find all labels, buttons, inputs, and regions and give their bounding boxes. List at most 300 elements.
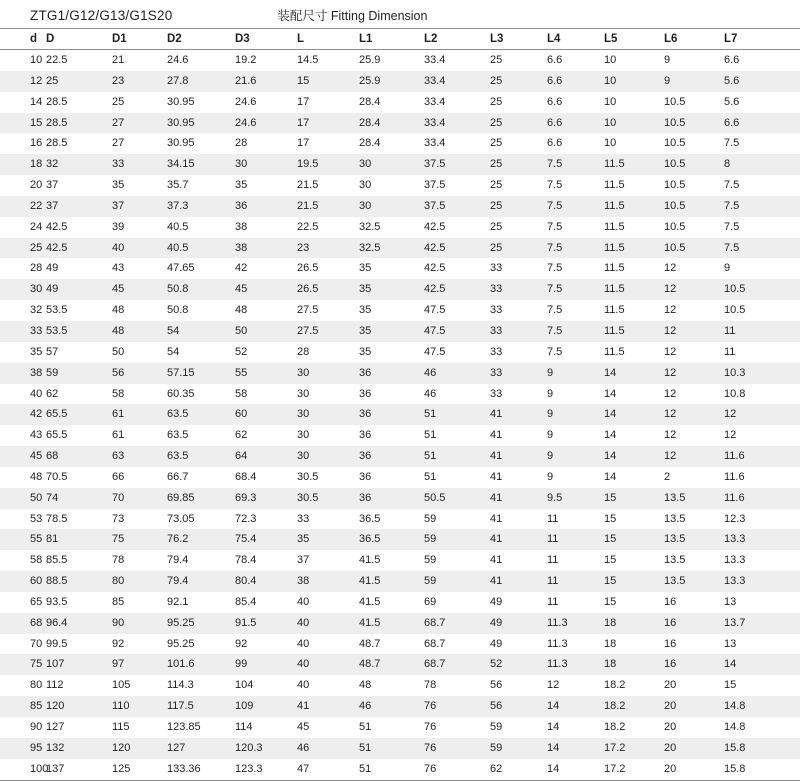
table-cell: 25.9	[359, 74, 381, 87]
table-cell: 22	[30, 199, 43, 212]
table-cell: 38	[30, 366, 43, 379]
table-cell: 7.5	[724, 220, 740, 233]
table-cell: 101.6	[167, 658, 195, 671]
table-cell: 9	[547, 366, 554, 379]
table-cell: 40.5	[167, 220, 189, 233]
table-cell: 28.5	[46, 116, 68, 129]
table-cell: 137	[38, 759, 106, 780]
table-cell: 41	[490, 554, 503, 567]
table-cell: 41	[490, 512, 503, 525]
table-cell: 7.5	[724, 137, 740, 150]
table-cell: 25	[490, 54, 503, 66]
table-cell: 92	[235, 637, 248, 650]
table-cell: 33	[490, 366, 503, 379]
table-cell: 12	[664, 262, 677, 275]
table-cell: 10	[30, 54, 43, 66]
table-cell: 50	[112, 345, 125, 358]
column-header: L5	[598, 29, 658, 50]
table-row	[0, 363, 800, 384]
table-cell: 13	[724, 595, 737, 608]
table-cell: 48.7	[359, 637, 381, 650]
table-cell: 120.3	[235, 741, 263, 754]
table-cell: 9	[547, 429, 554, 442]
table-cell: 10.8	[724, 387, 746, 400]
table-cell: 27.5	[297, 304, 319, 317]
table-cell: 37	[46, 199, 59, 212]
table-cell: 99.5	[46, 637, 68, 650]
table-cell: 12	[664, 408, 677, 421]
table-cell: 12	[664, 345, 677, 358]
table-cell: 40	[112, 241, 125, 254]
table-cell: 93.5	[46, 595, 68, 608]
table-cell: 41	[490, 429, 503, 442]
table-cell: 59	[424, 533, 437, 546]
table-cell: 11.6	[724, 470, 745, 483]
table-cell: 60	[30, 575, 43, 588]
table-cell: 30.5	[297, 470, 319, 483]
table-cell: 6.6	[724, 54, 740, 66]
table-cell: 30	[297, 366, 310, 379]
table-cell: 36.5	[359, 512, 381, 525]
table-cell: 11.5	[604, 262, 625, 275]
table-cell: 76	[424, 721, 437, 733]
fitting-dimension-table	[0, 28, 800, 781]
table-cell: 17	[297, 116, 310, 129]
table-cell: 25	[490, 74, 503, 87]
table-body	[0, 50, 800, 781]
table-cell: 13.5	[664, 491, 686, 504]
table-cell: 36	[359, 429, 372, 442]
table-cell: 25	[490, 158, 503, 171]
table-cell: 69.85	[167, 491, 195, 504]
table-cell: 15	[724, 679, 737, 692]
table-cell: 78.5	[46, 512, 68, 525]
table-cell: 40	[297, 616, 310, 629]
table-cell: 35	[359, 283, 372, 296]
table-cell: 35	[112, 179, 125, 192]
table-cell: 35	[30, 345, 43, 358]
table-cell: 12	[664, 304, 677, 317]
table-cell: 42.5	[424, 220, 446, 233]
table-cell: 45	[112, 283, 125, 296]
table-cell: 114.3	[167, 679, 194, 692]
table-cell: 48	[112, 324, 125, 337]
table-cell: 35.7	[167, 179, 189, 192]
table-cell: 25.9	[359, 54, 381, 66]
table-cell: 62	[235, 429, 248, 442]
table-cell: 15	[30, 116, 43, 129]
table-cell: 28	[235, 137, 248, 150]
table-cell: 47.5	[424, 324, 446, 337]
table-cell: 11.3	[547, 658, 568, 671]
table-row	[0, 634, 800, 655]
table-cell: 96.4	[46, 616, 68, 629]
table-row	[0, 196, 800, 217]
table-cell: 33.4	[424, 137, 446, 150]
table-cell: 7.5	[547, 262, 563, 275]
table-cell: 23	[112, 74, 125, 87]
table-cell: 5.6	[724, 95, 740, 108]
table-cell: 41	[490, 470, 503, 483]
table-cell: 11.5	[604, 179, 625, 192]
table-cell: 80.4	[235, 575, 257, 588]
table-cell: 48	[359, 679, 372, 692]
table-cell: 63.5	[167, 408, 189, 421]
table-cell: 7.5	[547, 179, 563, 192]
table-cell: 10.5	[664, 158, 686, 171]
table-row	[0, 154, 800, 175]
table-cell: 55	[30, 533, 43, 546]
table-cell: 56	[490, 679, 503, 692]
table-cell: 20	[664, 721, 677, 733]
table-cell: 14	[547, 700, 560, 713]
table-cell: 36	[235, 199, 248, 212]
column-header: L6	[658, 29, 718, 50]
table-cell: 127	[46, 721, 65, 733]
table-cell: 14	[541, 759, 598, 780]
table-row	[0, 613, 800, 634]
table-row	[0, 133, 800, 154]
table-cell: 24	[30, 220, 43, 233]
table-cell: 60	[235, 408, 248, 421]
table-cell: 57.15	[167, 366, 195, 379]
table-cell: 69.3	[235, 491, 257, 504]
table-cell: 65	[30, 595, 43, 608]
table-cell: 9	[547, 470, 554, 483]
table-cell: 41	[490, 450, 503, 463]
table-cell: 9.5	[547, 491, 563, 504]
table-cell: 53	[30, 512, 43, 525]
table-cell: 36	[359, 450, 372, 463]
table-cell: 51	[359, 741, 372, 754]
table-row	[0, 675, 800, 696]
table-cell: 50	[235, 324, 248, 337]
table-cell: 42	[235, 262, 248, 275]
table-cell: 51	[424, 450, 437, 463]
table-cell: 51	[359, 721, 372, 733]
table-cell: 46	[424, 387, 437, 400]
table-cell: 85.5	[46, 554, 68, 567]
table-cell: 11.5	[604, 283, 625, 296]
table-cell: 43	[30, 429, 43, 442]
table-row	[0, 696, 800, 717]
table-cell: 20	[658, 759, 718, 780]
table-cell: 51	[353, 759, 418, 780]
table-cell: 65.5	[46, 429, 68, 442]
table-cell: 11	[547, 554, 559, 567]
table-cell: 7.5	[547, 283, 563, 296]
table-cell: 26.5	[297, 283, 319, 296]
table-cell: 25	[490, 179, 503, 192]
column-header: D2	[161, 29, 229, 50]
table-cell: 85	[30, 700, 43, 713]
table-cell: 11.5	[604, 199, 625, 212]
table-cell: 22.5	[46, 54, 68, 66]
table-cell: 59	[424, 554, 437, 567]
table-cell: 50.8	[167, 304, 189, 317]
table-cell: 68.7	[424, 637, 446, 650]
table-cell: 46	[297, 741, 310, 754]
table-row	[0, 384, 800, 405]
table-cell: 41	[490, 408, 503, 421]
table-cell: 27.5	[297, 324, 319, 337]
table-cell: 79.4	[167, 575, 189, 588]
column-header: L3	[484, 29, 541, 50]
table-cell: 30	[235, 158, 248, 171]
table-cell: 17.2	[598, 759, 658, 780]
table-cell: 81	[46, 533, 59, 546]
column-header: D1	[106, 29, 161, 50]
table-cell: 15	[604, 533, 617, 546]
table-cell: 14.8	[724, 700, 746, 713]
table-cell: 48	[235, 304, 248, 317]
table-cell: 48	[112, 304, 125, 317]
table-cell: 12	[664, 366, 677, 379]
table-cell: 97	[112, 658, 125, 671]
column-header: D3	[229, 29, 291, 50]
table-cell: 42.5	[424, 241, 446, 254]
table-cell: 37.5	[424, 158, 446, 171]
table-cell: 13.3	[724, 533, 746, 546]
table-cell: 36	[359, 408, 372, 421]
table-cell: 30	[297, 429, 310, 442]
table-cell: 2	[664, 470, 671, 483]
table-cell: 28.4	[359, 137, 381, 150]
table-cell: 25	[490, 95, 503, 108]
table-cell: 68	[30, 616, 43, 629]
table-cell: 20	[30, 179, 43, 192]
table-cell: 33	[490, 283, 503, 296]
table-cell: 68.4	[235, 470, 257, 483]
table-cell: 15	[604, 595, 617, 608]
table-cell: 47.5	[424, 345, 446, 358]
table-cell: 13.3	[724, 554, 746, 567]
table-cell: 11	[547, 533, 559, 546]
table-cell: 24.6	[167, 54, 189, 66]
table-cell: 127	[167, 741, 186, 754]
table-cell: 11.5	[604, 304, 625, 317]
table-cell: 10.5	[664, 137, 686, 150]
table-cell: 16	[664, 637, 677, 650]
table-cell: 37	[112, 199, 125, 212]
table-cell: 60.35	[167, 387, 195, 400]
table-cell: 112	[46, 679, 64, 692]
table-cell: 25	[490, 220, 503, 233]
table-cell: 33	[30, 324, 43, 337]
table-cell: 14	[30, 95, 43, 108]
table-cell: 75	[112, 533, 125, 546]
table-cell: 12	[664, 283, 677, 296]
table-row	[0, 592, 800, 613]
table-cell: 38	[235, 241, 248, 254]
table-cell: 10.5	[664, 179, 686, 192]
table-cell: 7.5	[547, 324, 563, 337]
table-cell: 15	[604, 491, 617, 504]
table-cell: 120	[46, 700, 65, 713]
table-cell: 35	[359, 324, 372, 337]
table-row	[0, 300, 800, 321]
table-cell: 18	[30, 158, 43, 171]
table-cell: 28.5	[46, 95, 68, 108]
table-cell: 14.5	[297, 54, 319, 66]
table-cell: 9	[664, 54, 671, 66]
page-subtitle: 装配尺寸 Fitting Dimension	[277, 9, 428, 23]
table-row	[0, 342, 800, 363]
table-cell: 42	[30, 408, 43, 421]
table-cell: 62	[484, 759, 541, 780]
table-cell: 21.5	[297, 199, 319, 212]
table-cell: 28.4	[359, 116, 381, 129]
table-row	[0, 175, 800, 196]
table-cell: 30.95	[167, 137, 195, 150]
table-cell: 55	[235, 366, 248, 379]
table-cell: 18	[604, 637, 617, 650]
table-cell: 42.5	[46, 241, 68, 254]
table-cell: 14	[724, 658, 737, 671]
table-cell: 27	[112, 116, 125, 129]
table-cell: 7.5	[547, 199, 563, 212]
table-cell: 95.25	[167, 616, 195, 629]
table-cell: 70	[30, 637, 43, 650]
table-cell: 30	[359, 199, 372, 212]
table-cell: 133.36	[161, 759, 229, 780]
table-cell: 80	[112, 575, 125, 588]
table-cell: 38	[297, 575, 310, 588]
table-cell: 6.6	[547, 74, 563, 87]
table-cell: 25	[490, 199, 503, 212]
table-cell: 80	[30, 679, 43, 692]
table-cell: 14	[604, 450, 617, 463]
table-cell: 78	[112, 554, 125, 567]
table-cell: 25	[490, 241, 503, 254]
table-cell: 41	[490, 575, 503, 588]
table-cell: 17	[297, 95, 310, 108]
table-row	[0, 446, 800, 467]
table-cell: 28	[30, 262, 43, 275]
table-cell: 30	[359, 158, 372, 171]
table-cell: 37	[46, 179, 59, 192]
table-row	[0, 92, 800, 113]
table-cell: 35	[359, 345, 372, 358]
table-cell: 25	[490, 137, 503, 150]
table-cell: 56	[490, 700, 503, 713]
table-cell: 52	[490, 658, 503, 671]
table-cell: 27	[112, 137, 125, 150]
table-cell: 49	[46, 262, 59, 275]
table-cell: 12	[724, 429, 737, 442]
column-header: d	[0, 29, 38, 50]
table-cell: 16	[664, 658, 677, 671]
table-cell: 36	[359, 491, 372, 504]
table-cell: 107	[46, 658, 65, 671]
table-cell: 24.6	[235, 95, 257, 108]
table-cell: 51	[424, 408, 437, 421]
table-cell: 51	[424, 470, 437, 483]
table-cell: 6.6	[547, 54, 563, 66]
table-cell: 70	[112, 491, 125, 504]
table-cell: 15	[604, 575, 617, 588]
table-cell: 56	[112, 366, 125, 379]
table-cell: 9	[664, 74, 671, 87]
table-cell: 61	[112, 429, 125, 442]
table-cell: 10.5	[664, 199, 686, 212]
table-cell: 46	[424, 366, 437, 379]
table-cell: 48	[30, 470, 43, 483]
table-cell: 58	[235, 387, 248, 400]
page-title: ZTG1/G12/G13/G1S20	[30, 7, 173, 23]
table-row	[0, 258, 800, 279]
table-cell: 78	[424, 679, 437, 692]
table-cell: 37	[297, 554, 310, 567]
table-cell: 41.5	[359, 554, 381, 567]
table-cell: 45	[297, 721, 310, 733]
table-cell: 35	[359, 304, 372, 317]
table-cell: 7.5	[724, 241, 740, 254]
table-cell: 11	[547, 512, 559, 525]
table-cell: 12	[724, 408, 737, 421]
table-cell: 22.5	[297, 220, 319, 233]
table-cell: 15.8	[718, 759, 800, 780]
table-cell: 47.65	[167, 262, 195, 275]
table-cell: 42.5	[424, 283, 446, 296]
table-cell: 40	[297, 658, 310, 671]
table-cell: 30.95	[167, 116, 195, 129]
table-cell: 115	[112, 721, 130, 733]
table-cell: 132	[46, 741, 65, 754]
table-cell: 10	[604, 95, 617, 108]
table-cell: 45	[235, 283, 248, 296]
table-cell: 40.5	[167, 241, 189, 254]
table-cell: 11.6	[724, 450, 745, 463]
table-cell: 11.5	[604, 158, 625, 171]
table-cell: 16	[664, 595, 677, 608]
table-cell: 7.5	[547, 304, 563, 317]
table-cell: 12.3	[724, 512, 746, 525]
table-cell: 21	[112, 54, 125, 66]
table-cell: 15	[604, 554, 617, 567]
column-header: L2	[418, 29, 484, 50]
table-cell: 40	[30, 387, 43, 400]
table-cell: 104	[235, 679, 254, 692]
table-cell: 7.5	[547, 158, 563, 171]
table-cell: 14	[604, 429, 617, 442]
table-cell: 9	[724, 262, 731, 275]
column-header: L4	[541, 29, 598, 50]
table-cell: 33.4	[424, 74, 446, 87]
table-cell: 91.5	[235, 616, 257, 629]
table-cell: 14	[547, 741, 560, 754]
table-cell: 32.5	[359, 220, 381, 233]
table-cell: 72.3	[235, 512, 257, 525]
table-cell: 11.5	[604, 241, 625, 254]
table-cell: 41	[297, 700, 310, 713]
table-cell: 73.05	[167, 512, 195, 525]
table-cell: 46	[359, 700, 372, 713]
table-header	[0, 29, 800, 50]
table-cell: 42.5	[46, 220, 68, 233]
table-cell: 10	[604, 137, 617, 150]
table-cell: 58	[112, 387, 125, 400]
table-cell: 49	[490, 595, 503, 608]
table-cell: 10	[604, 74, 617, 87]
table-cell: 123.85	[167, 721, 201, 733]
table-cell: 53.5	[46, 304, 68, 317]
table-cell: 50	[30, 491, 43, 504]
table-cell: 9	[547, 450, 554, 463]
table-cell: 40	[297, 595, 310, 608]
table-cell: 36	[359, 366, 372, 379]
table-cell: 30	[359, 179, 372, 192]
